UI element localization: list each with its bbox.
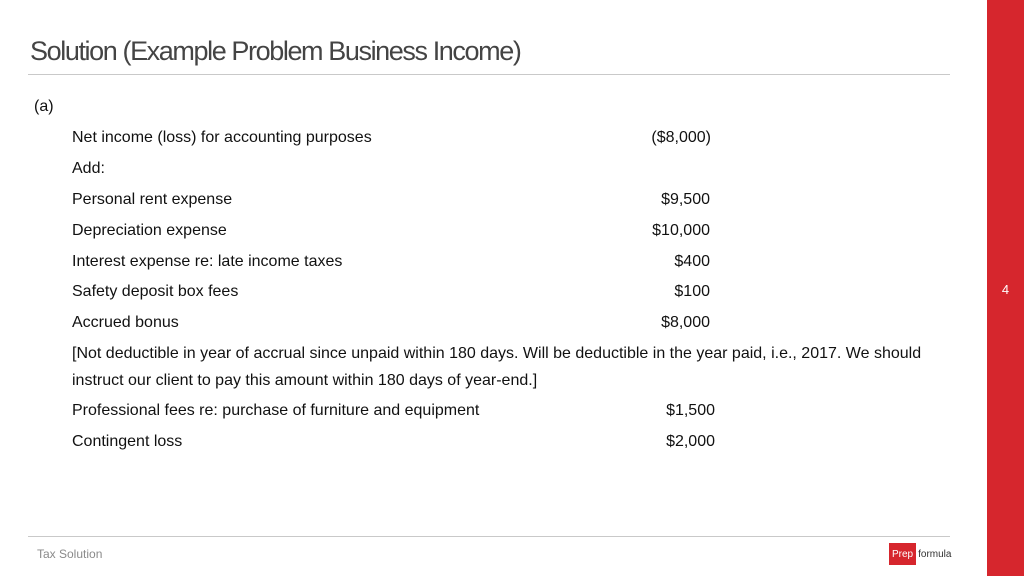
side-accent-bar: [987, 0, 1024, 576]
line-label: Net income (loss) for accounting purposes: [72, 129, 372, 146]
slide-title: Solution (Example Problem Business Income): [30, 36, 521, 66]
line-amount: $1,500: [666, 402, 715, 419]
logo-prep-text: Prep: [889, 543, 916, 565]
line-label: Interest expense re: late income taxes: [72, 253, 343, 270]
line-label: Contingent loss: [72, 433, 183, 450]
line-amount: $2,000: [666, 433, 715, 450]
part-label: (a): [34, 98, 54, 115]
title-divider: [28, 74, 950, 75]
line-amount: $100: [674, 283, 710, 300]
line-amount: ($8,000): [651, 129, 711, 146]
line-label: Add:: [72, 160, 105, 177]
line-label: Accrued bonus: [72, 314, 179, 331]
footer-divider: [28, 536, 950, 537]
line-amount: $10,000: [652, 222, 710, 239]
line-amount: $8,000: [661, 314, 710, 331]
page-number: 4: [1001, 282, 1010, 297]
line-amount: $9,500: [661, 191, 710, 208]
footer-label: Tax Solution: [37, 547, 103, 561]
line-label: Professional fees re: purchase of furniture and equipment: [72, 402, 480, 419]
bonus-note: [Not deductible in year of accrual since unpaid within 180 days. Will be deductible in the year paid, i.e., 2017. We should instruct our client to pay this amount within 180 days of year-end.]: [72, 345, 922, 389]
line-label: Safety deposit box fees: [72, 283, 239, 300]
line-label: Depreciation expense: [72, 222, 227, 239]
line-amount: $400: [674, 253, 710, 270]
prepformula-logo: [889, 543, 951, 565]
line-label: Personal rent expense: [72, 191, 233, 208]
logo-formula-text: formula: [918, 548, 952, 560]
